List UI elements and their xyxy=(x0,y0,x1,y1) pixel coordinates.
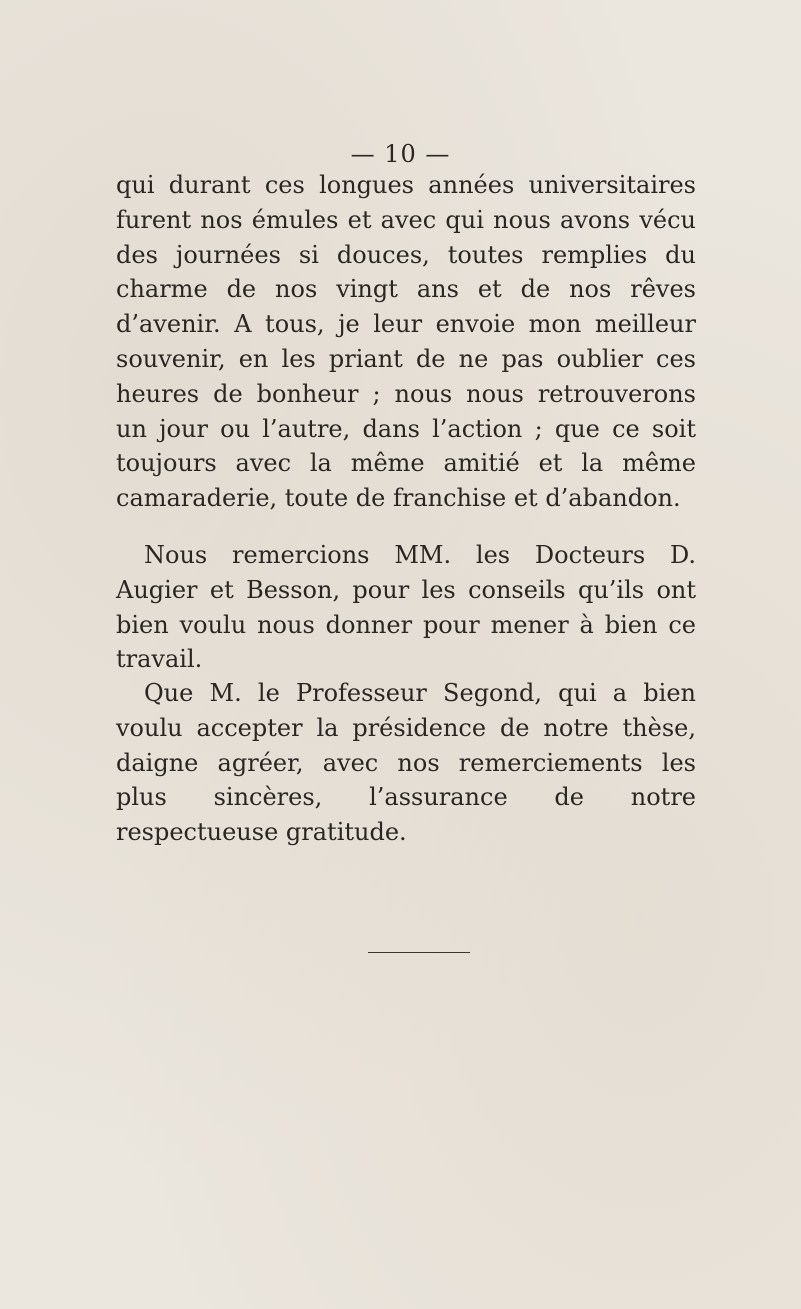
closing-rule-divider xyxy=(368,952,470,953)
page-number: — 10 — xyxy=(350,140,451,168)
paragraph-thanks-professor xyxy=(116,676,696,850)
paragraph-acknowledgement-friends xyxy=(116,168,696,516)
paragraph-thanks-doctors xyxy=(116,538,696,677)
paragraph-text: Nous remercions MM. les Docteurs D. Augier et Besson, pour les conseils qu’ils ont bien voulu nous donner pour mener à bien ce travail. xyxy=(116,541,696,674)
paragraph-text: Que M. le Professeur Segond, qui a bien voulu accepter la présidence de notre thèse, daigne agréer, avec nos remerciements les plus sincères, l’assurance de notre respectueuse gratitude. xyxy=(116,679,696,847)
paragraph-text: qui durant ces longues années universitaires furent nos émules et avec qui nous avons vécu des journées si douces, toutes remplies du charme de nos vingt ans et de nos rêves d’avenir. A tous, je leur envoie mon meilleur souvenir, en les priant de ne pas oublier ces heures de bonheur ; nous nous retrouverons un jour ou l’autre, dans l’action ; que ce soit toujours avec la même amitié et la même camaraderie, toute de franchise et d’abandon. xyxy=(116,171,696,513)
